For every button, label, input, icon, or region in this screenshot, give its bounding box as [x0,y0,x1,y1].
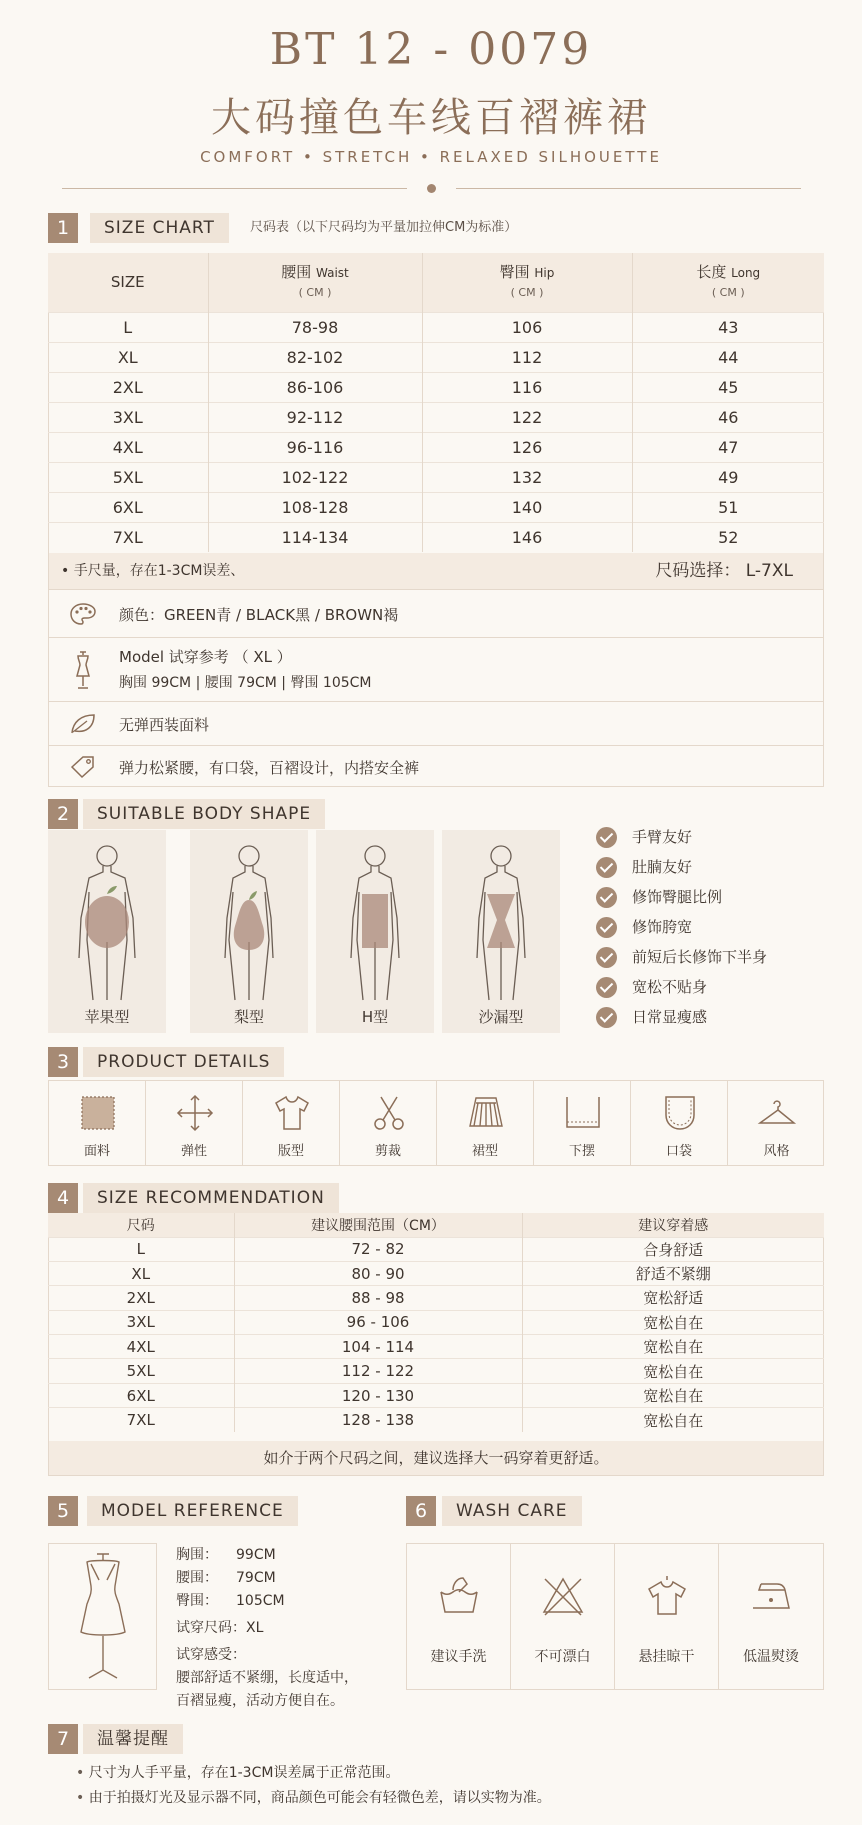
detail-skirt-type: 裙型 [437,1081,534,1165]
dress-form-icon [73,650,93,694]
list-item: 肚腩友好 [596,856,767,886]
size-range: 尺码选择： L-7XL [655,561,793,581]
section-3-title: PRODUCT DETAILS [83,1047,284,1077]
model-measurements: 胸围 99CM | 腰围 79CM | 臀围 105CM [119,675,372,691]
pleated-skirt-icon [466,1093,506,1133]
detail-fabric: 面料 [49,1081,146,1165]
section-2-number: 2 [48,799,78,829]
wash-hand: 建议手洗 [407,1544,511,1689]
waist-col-header: 腰围 Waist ( CM ) [208,253,422,312]
detail-stretch: 弹性 [146,1081,243,1165]
section-7-title: 温馨提醒 [83,1724,183,1754]
scissors-icon [369,1093,409,1133]
detail-cut: 剪裁 [340,1081,437,1165]
section-4-number: 4 [48,1183,78,1213]
body-shape-pear: 梨型 [190,830,308,1033]
table-row: XL 82-102 112 44 [48,342,824,372]
wash-hang-dry: 悬挂晾干 [615,1544,719,1689]
pocket-icon [660,1093,700,1133]
detail-pocket: 口袋 [631,1081,728,1165]
table-row: 3XL 96 - 106 宽松自在 [48,1310,824,1334]
rec-feel-header: 建议穿着感 [522,1213,824,1237]
rec-size-header: 尺码 [48,1213,234,1237]
table-row: L 72 - 82 合身舒适 [48,1237,824,1261]
pear-body-icon [209,842,289,1007]
wash-care-row [406,1543,824,1690]
detail-style: 风格 [728,1081,825,1165]
header-divider-dot [427,184,436,193]
mannequin-icon [63,1550,143,1685]
tips-list [76,1761,551,1811]
body-shape-apple: 苹果型 [48,830,166,1033]
measure-note: • 手尺量，存在1-3CM误差、 [61,563,245,579]
check-icon [596,947,617,968]
body-shape-h: H型 [316,830,434,1033]
model-reference-info: 胸围： 99CM 腰围： 79CM 臀围： 105CM 试穿尺码：XL 试穿感受： 腰部舒适不紧绷，长度适中， 百褶显瘦，活动方便自在。 [176,1547,358,1709]
header-divider-right [456,188,801,189]
section-1-note: 尺码表（以下尺码均为平量加拉伸CM为标准） [250,220,518,235]
table-row: 2XL 88 - 98 宽松舒适 [48,1286,824,1310]
section-2-title: SUITABLE BODY SHAPE [83,799,325,829]
body-shape-hourglass: 沙漏型 [442,830,560,1033]
list-item: 修饰臀腿比例 [596,886,767,916]
section-1-number: 1 [48,213,78,243]
benefit-list [596,826,767,1036]
section-5-number: 5 [48,1496,78,1526]
apple-body-icon [67,842,147,1007]
hem-icon [563,1093,603,1133]
table-row: 7XL 114-134 146 52 [48,522,824,552]
table-row: 6XL 108-128 140 51 [48,492,824,522]
check-icon [596,887,617,908]
list-item: 宽松不贴身 [596,976,767,1006]
table-row: 3XL 92-112 122 46 [48,402,824,432]
table-row: 6XL 120 - 130 宽松自在 [48,1383,824,1407]
section-3-number: 3 [48,1047,78,1077]
list-item: 修饰胯宽 [596,916,767,946]
palette-icon [69,602,97,630]
section-5-title: MODEL REFERENCE [87,1496,298,1526]
table-row: 2XL 86-106 116 45 [48,372,824,402]
table-row: 4XL 104 - 114 宽松自在 [48,1335,824,1359]
no-bleach-icon [541,1574,585,1618]
product-details-row [48,1080,824,1166]
list-item: 手臂友好 [596,826,767,856]
model-reference-title: Model 试穿参考 （ XL ） [119,648,292,666]
section-6-title: WASH CARE [442,1496,582,1526]
check-icon [596,1007,617,1028]
size-col-header: SIZE [48,253,208,312]
product-title: 大码撞色车线百褶裤裙 [211,95,651,141]
hang-dry-icon [645,1574,689,1618]
table-row: 4XL 96-116 126 47 [48,432,824,462]
table-row: 5XL 102-122 132 49 [48,462,824,492]
hourglass-body-icon [461,842,541,1007]
list-item: • 尺寸为人手平量，存在1-3CM误差属于正常范围。 [76,1761,551,1786]
detail-hem: 下摆 [534,1081,631,1165]
mannequin-frame [48,1543,157,1690]
recommendation-footnote: 如介于两个尺码之间，建议选择大一码穿着更舒适。 [49,1441,823,1475]
color-row [49,589,823,637]
tshirt-icon [272,1093,312,1133]
size-note-bar [49,553,823,589]
wash-no-bleach: 不可漂白 [511,1544,615,1689]
leaf-icon [69,712,97,740]
section-1-title: SIZE CHART [90,213,229,243]
list-item: 前短后长修饰下半身 [596,946,767,976]
hand-wash-icon [437,1574,481,1618]
check-icon [596,977,617,998]
check-icon [596,857,617,878]
list-item: 日常显瘦感 [596,1006,767,1036]
length-col-header: 长度 Long ( CM ) [632,253,824,312]
section-7-number: 7 [48,1724,78,1754]
header-divider-left [62,188,407,189]
design-row [49,745,823,787]
design-text: 弹力松紧腰，有口袋，百褶设计，内搭安全裤 [119,759,420,777]
section-4-title: SIZE RECOMMENDATION [83,1183,339,1213]
product-subtitle: COMFORT • STRETCH • RELAXED SILHOUETTE [200,148,662,166]
size-chart-table [48,253,824,552]
check-icon [596,827,617,848]
wash-low-iron: 低温熨烫 [719,1544,823,1689]
table-row: 7XL 128 - 138 宽松自在 [48,1408,824,1432]
fabric-row [49,701,823,745]
detail-fit: 版型 [243,1081,340,1165]
fabric-text: 无弹西装面料 [119,716,210,734]
stretch-arrows-icon [175,1093,215,1133]
size-recommendation-table [48,1213,824,1432]
hip-col-header: 臀围 Hip ( CM ) [422,253,632,312]
h-body-icon [335,842,415,1007]
color-options: 颜色：GREEN青 / BLACK黑 / BROWN褐 [119,606,399,624]
product-code: BT 12 - 0079 [269,24,593,75]
tag-icon [69,755,97,783]
table-row: XL 80 - 90 舒适不紧绷 [48,1261,824,1285]
model-row [49,637,823,701]
rec-waist-header: 建议腰围范围（CM） [234,1213,522,1237]
iron-icon [749,1574,793,1618]
section-6-number: 6 [406,1496,436,1526]
hanger-icon [757,1093,797,1133]
list-item: • 由于拍摄灯光及显示器不同，商品颜色可能会有轻微色差，请以实物为准。 [76,1786,551,1811]
table-row: L 78-98 106 43 [48,312,824,342]
table-row: 5XL 112 - 122 宽松自在 [48,1359,824,1383]
fabric-swatch-icon [78,1093,118,1133]
check-icon [596,917,617,938]
